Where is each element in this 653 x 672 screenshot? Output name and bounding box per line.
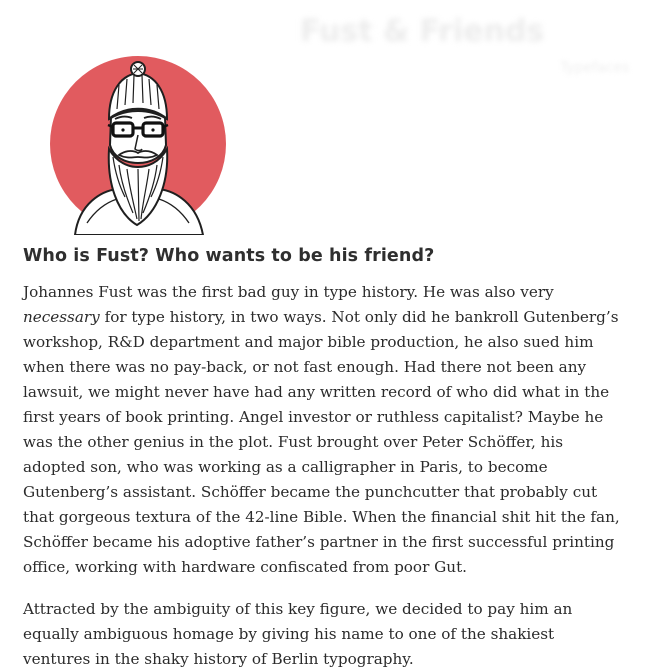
bearded-man-portrait-icon — [47, 53, 229, 235]
paragraph-fust-history — [23, 280, 623, 580]
faded-background-heading: Fust & Friends — [300, 14, 545, 49]
paragraph-homage: Attracted by the ambiguity of this key figure, we decided to pay him an equally ambiguous homage by giving his name to one of the shakiest ventures in the shaky history of Berlin typography. — [23, 600, 573, 668]
paragraph-text-start: Johannes Fust was the first bad guy in type history. He was also very — [23, 283, 554, 301]
faded-background-subline: Typefaces — [560, 60, 630, 76]
portrait-illustration — [47, 53, 229, 235]
paragraph-text-end: for type history, in two ways. Not only did he bankroll Gutenberg’s workshop, R&D department and major bible production, he also sued him when there was no pay-back, or not fast enough. Had there not been any lawsuit, we might never have had any written record of who did what in the first years of book printing. Angel investor or ruthless capitalist? Maybe he was the other genius in the plot. Fust brought over Peter Schöffer, his adopted son, who was working as a calligrapher in Paris, to become Gutenberg’s assistant. Schöffer became the punchcutter that probably cut that gorgeous textura of the 42-line Bible. When the financial shit hit the fan, Schöffer became his adoptive father’s partner in the first successful printing office, working with hardware confiscated from poor Gut. — [23, 308, 620, 576]
section-title: Who is Fust? Who wants to be his friend? — [23, 246, 435, 266]
article-body — [23, 280, 623, 672]
emphasis-necessary: necessary — [23, 308, 100, 326]
